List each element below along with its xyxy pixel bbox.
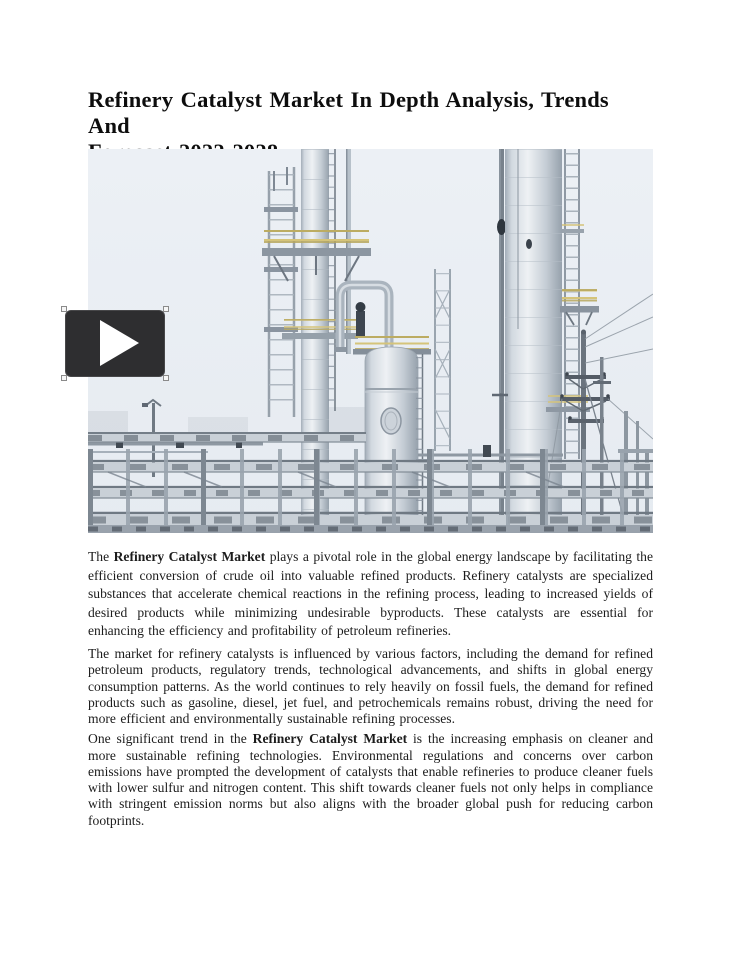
page-title-line1: Refinery Catalyst Market In Depth Analysis, Trends And [88,87,609,138]
selection-handle-bottom-right[interactable] [163,375,169,381]
article-body [88,548,653,829]
refinery-photo-illustration [88,149,653,533]
paragraph-3: One significant trend in the Refinery Catalyst Market is the increasing emphasis on cleaner and more sustainable refining technologies. Environmental regulations and concerns over carbon emissions have prompted the development of catalysts that enable refineries to produce cleaner fuels with lower sulfur and nitrogen content. This shift towards cleaner fuels not only helps in compliance with stringent emission norms but also aligns with the broader global push for reducing carbon footprints. [88,731,653,828]
paragraph-1: The Refinery Catalyst Market plays a pivotal role in the global energy landscape by facilitating the efficient conversion of crude oil into valuable refined products. Refinery catalysts are specialized substances that accelerate chemical reactions in the refining process, leading to increased yields of desired products while minimizing undesirable byproducts. These catalysts are essential for enhancing the efficiency and profitability of petroleum refineries. [88,549,653,638]
video-play-button[interactable] [65,310,165,377]
paragraph-2: The market for refinery catalysts is influenced by various factors, including the demand for refined petroleum products, regulatory trends, technological advancements, and shifts in global energy consumption patterns. As the world continues to rely heavily on fossil fuels, the demand for refined products such as gasoline, diesel, jet fuel, and petrochemicals remains robust, driving the need for more efficient and environmentally sustainable refining processes. [88,646,653,727]
selection-handle-bottom-left[interactable] [61,375,67,381]
selection-handle-top-left[interactable] [61,306,67,312]
video-thumbnail [88,149,653,533]
selection-handle-top-right[interactable] [163,306,169,312]
play-icon [100,320,139,366]
